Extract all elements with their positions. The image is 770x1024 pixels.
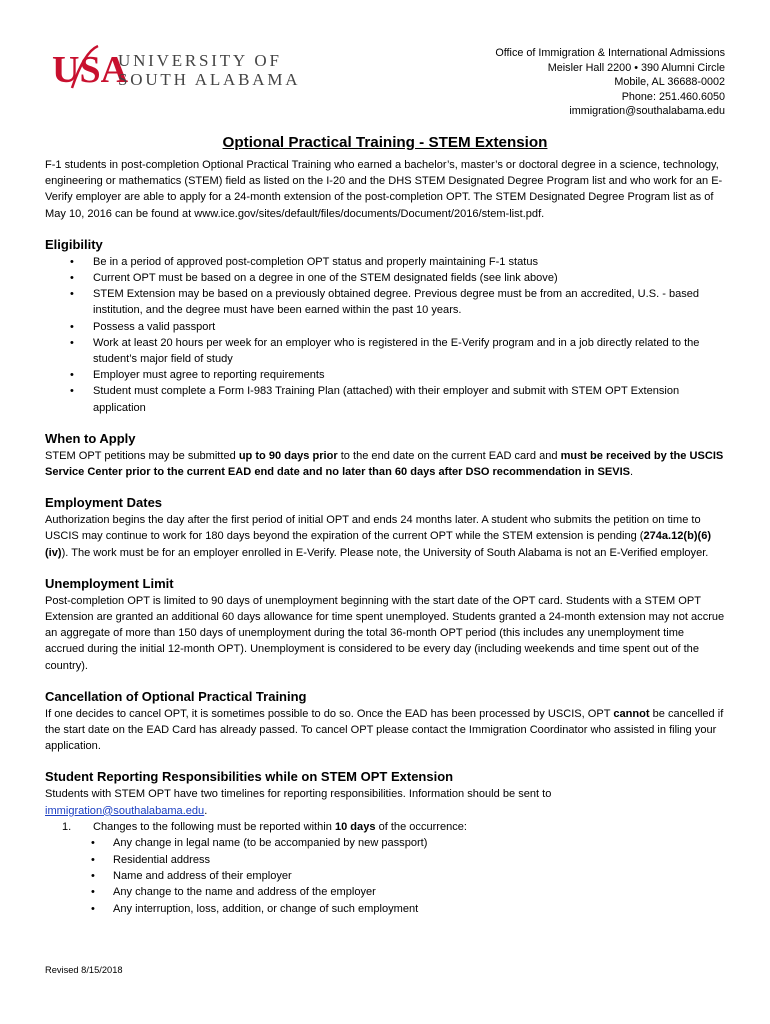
logo-line-1: UNIVERSITY OF [118,51,282,70]
list-item: • Be in a period of approved post-completion OPT status and properly maintaining F-1 status [45,254,725,270]
list-item: • Current OPT must be based on a degree in one of the STEM designated fields (see link above) [45,270,725,286]
intro-paragraph: F-1 students in post-completion Optional Practical Training who earned a bachelor’s, master’s or doctoral degree in a science, technology, engineering or mathematics (STEM) field as listed on the I-20 and the DHS STEM Designated Degree Program list and who work for an E-Verify employer are able to apply for a 24-month extension of the post-completion OPT. The STEM Designated Degree Program list as of May 10, 2016 can be found at www.ice.gov/sites/default/files/documents/Document/2016/stem-list.pdf. [45,159,723,220]
text-run: . [204,804,208,817]
list-item: • Any change in legal name (to be accompanied by new passport) [45,835,725,851]
list-item: • Residential address [45,852,725,868]
item-number: 1. [62,820,72,833]
list-item: • Any interruption, loss, addition, or change of such employment [45,901,725,917]
logo-wordmark [118,52,300,88]
office-street: Meisler Hall 2200 • 390 Alumni Circle [547,61,725,74]
text-run: Changes to the following must be reported within [93,820,335,833]
eligibility-section [45,236,725,416]
document-title: Optional Practical Training - STEM Extension [222,134,548,151]
reporting-section [45,768,725,917]
numbered-item-1 [45,819,725,835]
email-link[interactable]: immigration@southalabama.edu [45,804,205,817]
revision-date: Revised 8/15/2018 [45,965,123,975]
list-item: • Student must complete a Form I-983 Training Plan (attached) with their employer and submit with STEM OPT Extension application [45,383,725,415]
office-email: immigration@southalabama.edu [569,105,725,117]
bold-run: 274a.12(b)(6)(iv) [45,530,712,559]
list-item: • Name and address of their employer [45,868,725,884]
employment-dates-section [45,494,725,561]
text-run: If one decides to cancel OPT, it is sometimes possible to do so. Once the EAD has been processed by USCIS, OPT [45,707,614,720]
when-to-apply-text [45,448,725,480]
usa-monogram-icon [52,44,129,92]
document-body [45,132,725,917]
cancellation-section [45,688,725,755]
when-to-apply-section [45,430,725,480]
bold-run: cannot [613,707,650,720]
text-run: Students with STEM OPT have two timelines for reporting responsibilities. Information should be sent to [45,788,552,801]
logo-line-2: SOUTH ALABAMA [118,70,301,89]
cancellation-heading: Cancellation of Optional Practical Training [45,688,307,704]
eligibility-list [45,254,725,416]
unemployment-limit-section [45,575,725,674]
text-run: Authorization begins the day after the first period of initial OPT and ends 24 months later. A student who submits the petition on time to USCIS may continue to work for 180 days beyond the expiration of the current OPT while the STEM extension is pending ( [45,514,701,543]
list-item: • STEM Extension may be based on a previously obtained degree. Previous degree must be from an accredited, U.S. - based institution, and the degree must have been earned within the past 10 years. [45,286,725,318]
list-item: • Work at least 20 hours per week for an employer who is registered in the E-Verify program and in a job directly related to the student’s major field of study [45,335,725,367]
eligibility-heading: Eligibility [45,236,103,252]
employment-dates-heading: Employment Dates [45,495,163,511]
usa-logo-mark-icon [52,44,129,92]
text-run: of the occurrence: [375,820,467,833]
bold-run: 10 days [334,820,376,833]
office-city: Mobile, AL 36688-0002 [614,76,725,88]
employment-dates-text [45,512,725,561]
text-run: to the end date on the current EAD card and [337,449,561,462]
office-phone: Phone: 251.460.6050 [621,90,725,103]
logo-mark-text: USA [52,49,129,91]
cancellation-text [45,706,725,755]
office-name: Office of Immigration & International Admissions [495,47,725,59]
office-address-block [495,46,725,119]
reporting-heading: Student Reporting Responsibilities while on STEM OPT Extension [45,769,454,785]
text-run: ). The work must be for an employer enrolled in E-Verify. Please note, the University of South Alabama is not an E-Verified employer. [61,546,709,559]
list-item: • Possess a valid passport [45,319,725,335]
text-run: be cancelled if the start date on the EAD Card has already passed. To cancel OPT please contact the Immigration Coordinator who assisted in filing your application. [45,707,724,753]
unemployment-limit-heading: Unemployment Limit [45,575,174,591]
list-item: • Any change to the name and address of the employer [45,884,725,900]
when-to-apply-heading: When to Apply [45,430,136,446]
bold-run: up to 90 days prior [238,449,338,462]
text-run: . [630,466,634,479]
text-run: STEM OPT petitions may be submitted [45,449,239,462]
list-item: • Employer must agree to reporting requirements [45,367,725,383]
university-logo [52,44,301,92]
bold-run: must be received by the USCIS Service Center prior to the current EAD end date and no later than 60 days after DSO recommendation in SEVIS [45,449,724,479]
unemployment-limit-text: Post-completion OPT is limited to 90 days of unemployment beginning with the start date of the OPT card. Students with a STEM OPT Extension are granted an additional 60 days allowance for time spent unemployed. Students granted a 24-month extension may not accrue an aggregate of more than 150 days of unemployment during the total 36-month OPT period (this includes any unemployment time accrued during the initial 12-month OPT). Unemployment is considered to be every day (including weekends and time spent out of the country). [45,594,725,672]
reporting-intro [45,786,725,818]
reporting-sub-list [45,835,725,917]
